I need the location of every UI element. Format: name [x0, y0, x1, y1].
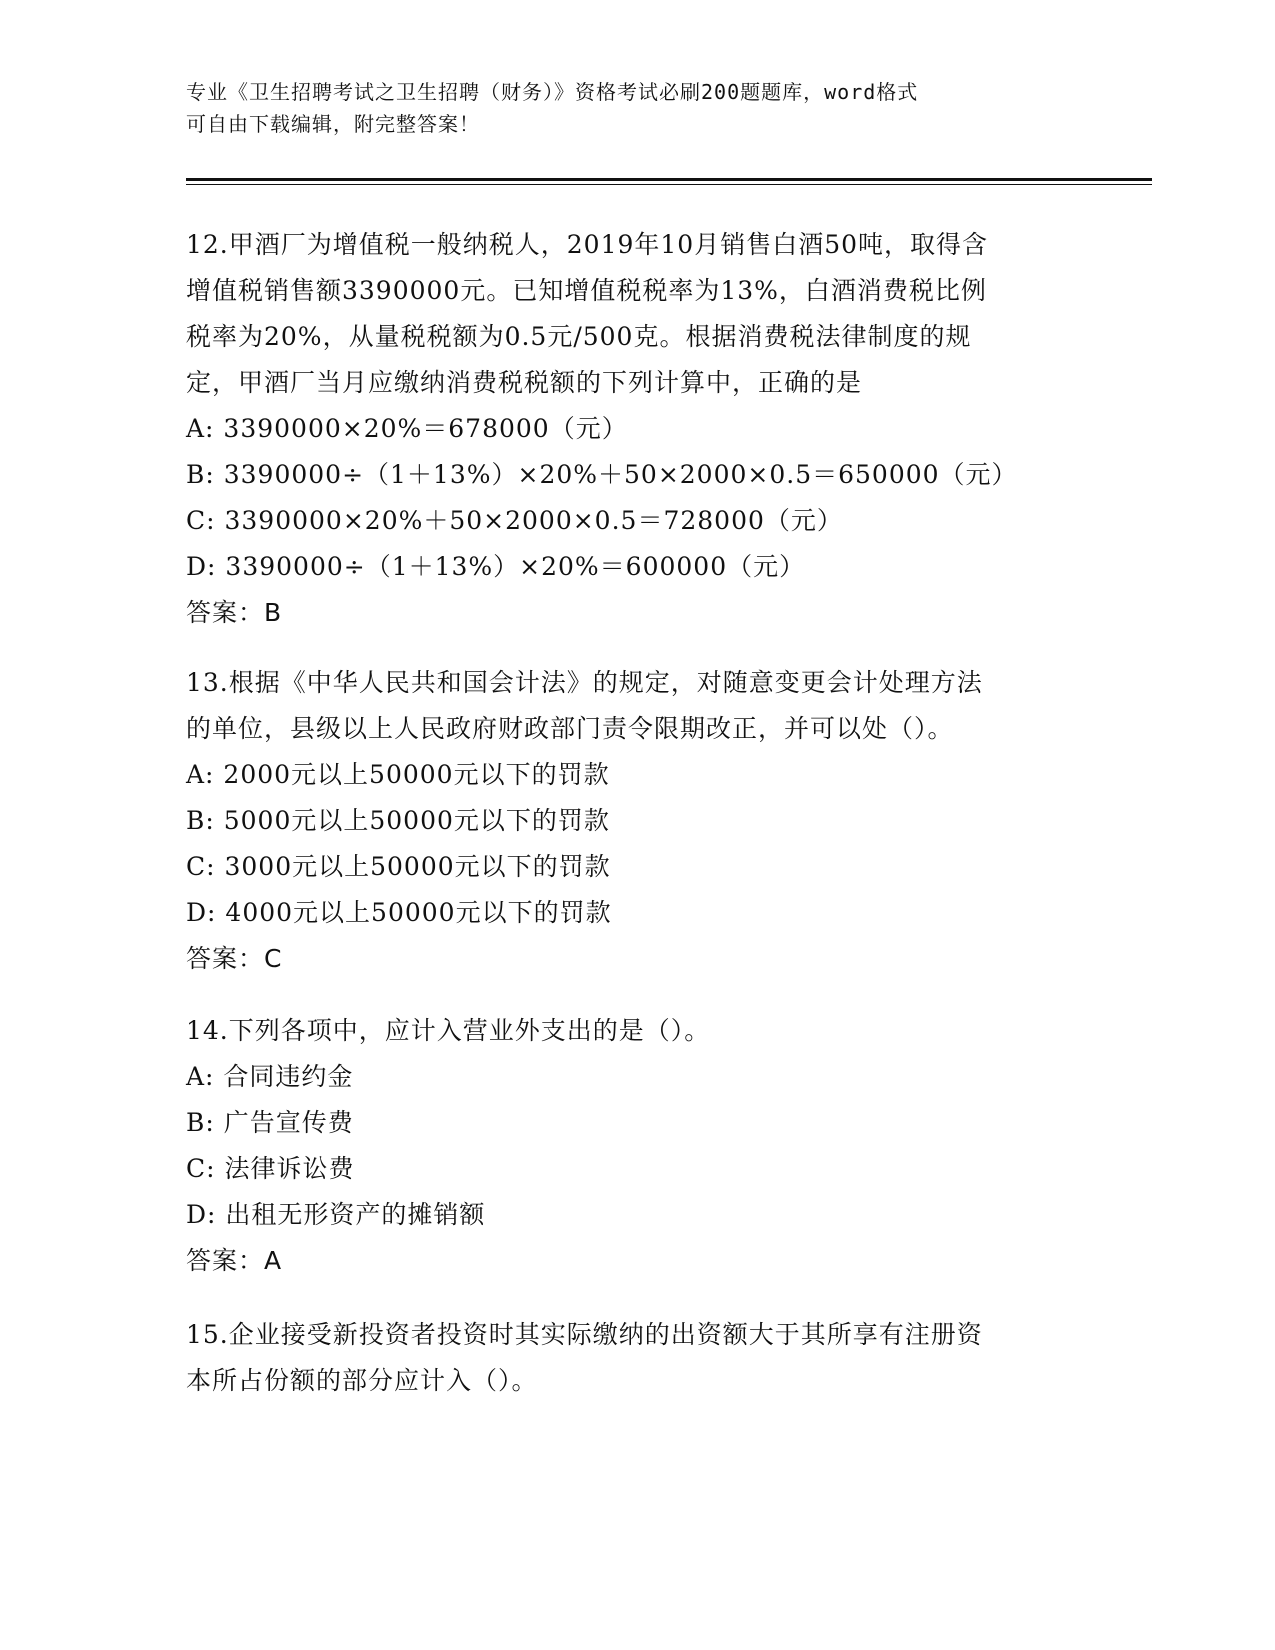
option-b: B: 5000元以上50000元以下的罚款: [186, 806, 610, 835]
option-a: A: 2000元以上50000元以下的罚款: [186, 760, 610, 789]
stem-line: 13.根据《中华人民共和国会计法》的规定，对随意变更会计处理方法: [186, 668, 983, 697]
option-b: B: 3390000÷（1＋13%）×20%＋50×2000×0.5＝650000（元）: [186, 460, 1018, 489]
stem-line: 定，甲酒厂当月应缴纳消费税税额的下列计算中，正确的是: [186, 368, 863, 397]
question-15: [186, 1312, 1086, 1404]
stem-line: 税率为20%，从量税税额为0.5元/500克。根据消费税法律制度的规: [186, 322, 972, 351]
answer: 答案：C: [186, 944, 283, 973]
question-stem: [186, 1312, 1086, 1404]
stem-line: 本所占份额的部分应计入（）。: [186, 1366, 538, 1395]
header-line-1: 专业《卫生招聘考试之卫生招聘（财务）》资格考试必刷200题题库，word格式: [186, 80, 919, 104]
question-stem: [186, 1008, 1086, 1054]
stem-line: 15.企业接受新投资者投资时其实际缴纳的出资额大于其所享有注册资: [186, 1320, 983, 1349]
option-a: A: 合同违约金: [186, 1062, 354, 1091]
header-divider-thin: [186, 184, 1152, 185]
question-stem: [186, 660, 1086, 752]
option-d: D: 4000元以上50000元以下的罚款: [186, 898, 612, 927]
stem-line: 增值税销售额3390000元。已知增值税税率为13%，白酒消费税比例: [186, 276, 987, 305]
stem-line: 14.下列各项中，应计入营业外支出的是（）。: [186, 1016, 711, 1045]
header-line-2: 可自由下载编辑，附完整答案！: [186, 112, 480, 136]
option-c: C: 3390000×20%＋50×2000×0.5＝728000（元）: [186, 506, 843, 535]
question-stem: [186, 222, 1086, 406]
question-13: [186, 660, 1086, 982]
option-a: A: 3390000×20%＝678000（元）: [186, 414, 628, 443]
stem-line: 的单位，县级以上人民政府财政部门责令限期改正，并可以处（）。: [186, 714, 954, 743]
option-c: C: 3000元以上50000元以下的罚款: [186, 852, 611, 881]
question-14: [186, 1008, 1086, 1284]
option-c: C: 法律诉讼费: [186, 1154, 355, 1183]
header-divider-thick: [186, 178, 1152, 181]
question-12: [186, 222, 1086, 636]
answer: 答案：B: [186, 598, 283, 627]
option-d: D: 出租无形资产的摊销额: [186, 1200, 486, 1229]
option-d: D: 3390000÷（1＋13%）×20%＝600000（元）: [186, 552, 806, 581]
stem-line: 12.甲酒厂为增值税一般纳税人，2019年10月销售白酒50吨，取得含: [186, 230, 989, 259]
option-b: B: 广告宣传费: [186, 1108, 354, 1137]
document-header: [186, 76, 1086, 140]
answer: 答案：A: [186, 1246, 283, 1275]
